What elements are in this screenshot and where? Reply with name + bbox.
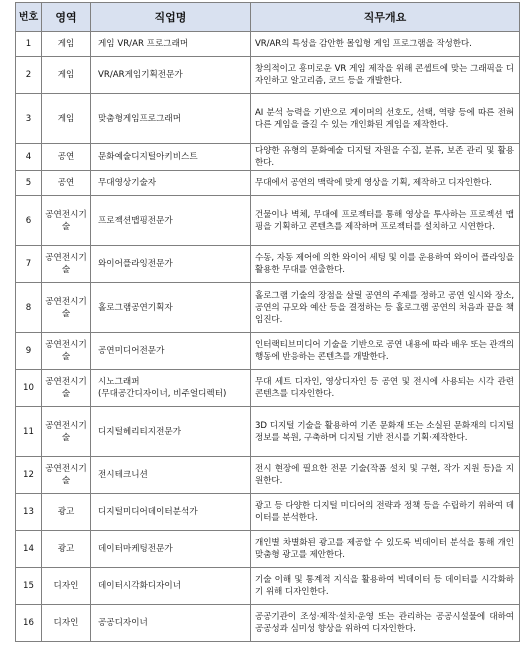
table-row	[16, 171, 520, 196]
row-description: 개인별 차별화된 광고를 제공할 수 있도록 빅데이터 분석을 통해 개인 맞춤형 광고를 제안한다.	[251, 531, 520, 568]
row-number: 11	[16, 407, 42, 457]
row-job-name: 전시테크니션	[91, 457, 251, 494]
table-row	[16, 246, 520, 283]
row-description: 수동, 자동 제어에 의한 와이어 세팅 및 이를 운용하여 와이어 플라잉을 활용한 무대를 연출한다.	[251, 246, 520, 283]
row-number: 14	[16, 531, 42, 568]
table-header-row	[16, 3, 520, 32]
row-description: AI 분석 능력을 기반으로 게이머의 선호도, 선택, 역량 등에 따른 전혀 다른 게임을 즐길 수 있는 개인화된 게임을 제작한다.	[251, 94, 520, 144]
row-field: 공연전시기술	[42, 370, 91, 407]
row-job-name: 데이터시각화디자이너	[91, 568, 251, 605]
row-field: 게임	[42, 94, 91, 144]
row-number: 15	[16, 568, 42, 605]
row-field: 공연전시기술	[42, 457, 91, 494]
row-number: 9	[16, 333, 42, 370]
row-number: 10	[16, 370, 42, 407]
row-job-name: 디지털헤리티지전문가	[91, 407, 251, 457]
row-field: 게임	[42, 57, 91, 94]
row-number: 12	[16, 457, 42, 494]
row-field: 디자인	[42, 568, 91, 605]
table-row	[16, 531, 520, 568]
row-description: 기술 이해 및 통계적 지식을 활용하여 빅데이터 등 데이터를 시각화하기 위해 디자인한다.	[251, 568, 520, 605]
row-job-name: 홀로그램공연기획자	[91, 283, 251, 333]
row-field: 공연전시기술	[42, 283, 91, 333]
row-description: 인터랙티브미디어 기술을 기반으로 공연 내용에 따라 배우 또는 관객의 행동에 반응하는 콘텐츠를 개발한다.	[251, 333, 520, 370]
table-row	[16, 568, 520, 605]
row-description: 홀로그램 기술의 장점을 살릴 공연의 주제를 정하고 공연 일시와 장소, 공연의 규모와 예산 등을 결정하는 등 홀로그램 공연의 처음과 끝을 책임진다.	[251, 283, 520, 333]
row-field: 공연전시기술	[42, 196, 91, 246]
table-row	[16, 283, 520, 333]
row-field: 공연	[42, 171, 91, 196]
row-description: 건물이나 벽체, 무대에 프로젝터를 통해 영상을 투사하는 프로젝션 맵핑을 기획하고 콘텐츠를 제작하며 프로젝터를 설치하고 시연한다.	[251, 196, 520, 246]
row-number: 5	[16, 171, 42, 196]
row-number: 6	[16, 196, 42, 246]
job-table	[15, 2, 520, 642]
row-description: 무대 세트 디자인, 영상디자인 등 공연 및 전시에 사용되는 시각 관련 콘텐츠를 디자인한다.	[251, 370, 520, 407]
row-number: 16	[16, 605, 42, 642]
row-job-name: 맞춤형게임프로그래머	[91, 94, 251, 144]
row-job-name: 게임 VR/AR 프로그래머	[91, 32, 251, 57]
row-job-name: 문화예술디지털아키비스트	[91, 144, 251, 171]
row-job-name: 공연미디어전문가	[91, 333, 251, 370]
header-job: 직업명	[91, 3, 251, 32]
row-number: 8	[16, 283, 42, 333]
row-job-name: 데이터마케팅전문가	[91, 531, 251, 568]
job-table-container	[15, 2, 519, 642]
table-row	[16, 605, 520, 642]
table-row	[16, 94, 520, 144]
row-field: 공연전시기술	[42, 246, 91, 283]
job-name-sub: (무대공간디자이너, 비주얼디렉터)	[98, 389, 227, 399]
header-desc: 직무개요	[251, 3, 520, 32]
row-number: 2	[16, 57, 42, 94]
row-job-name: 디지털미디어데이터분석가	[91, 494, 251, 531]
row-description: 3D 디지털 기술을 활용하여 기존 문화재 또는 소실된 문화재의 디지털 정보를 복원, 구축하며 디지털 기반 전시를 기획·제작한다.	[251, 407, 520, 457]
table-row	[16, 196, 520, 246]
row-number: 1	[16, 32, 42, 57]
row-field: 공연	[42, 144, 91, 171]
table-row	[16, 32, 520, 57]
row-job-name: VR/AR게임기획전문가	[91, 57, 251, 94]
row-description: 공공기관이 조성·제작·설치·운영 또는 관리하는 공공시설물에 대하여 공공성과 심미성 향상을 위하여 디자인한다.	[251, 605, 520, 642]
row-description: 창의적이고 흥미로운 VR 게임 제작을 위해 콘셉트에 맞는 그래픽을 디자인하고 알고리즘, 코드 등을 개발한다.	[251, 57, 520, 94]
table-row	[16, 57, 520, 94]
table-row	[16, 407, 520, 457]
row-field: 공연전시기술	[42, 333, 91, 370]
row-description: 전시 현장에 필요한 전문 기술(작품 설치 및 구현, 작가 지원 등)을 지원한다.	[251, 457, 520, 494]
row-field: 디자인	[42, 605, 91, 642]
row-number: 4	[16, 144, 42, 171]
row-job-name: 프로젝션맵핑전문가	[91, 196, 251, 246]
row-description: 광고 등 다양한 디지털 미디어의 전략과 정책 등을 수립하기 위하여 데이터를 분석한다.	[251, 494, 520, 531]
row-field: 광고	[42, 531, 91, 568]
header-no: 번호	[16, 3, 42, 32]
row-description: VR/AR의 특성을 감안한 몰입형 게임 프로그램을 작성한다.	[251, 32, 520, 57]
row-field: 게임	[42, 32, 91, 57]
table-row	[16, 494, 520, 531]
row-number: 7	[16, 246, 42, 283]
row-field: 광고	[42, 494, 91, 531]
row-number: 3	[16, 94, 42, 144]
row-number: 13	[16, 494, 42, 531]
header-field: 영역	[42, 3, 91, 32]
job-name-main: 시노그래퍼	[98, 377, 140, 387]
row-field: 공연전시기술	[42, 407, 91, 457]
table-row	[16, 144, 520, 171]
table-row	[16, 457, 520, 494]
row-job-name: 와이어플라잉전문가	[91, 246, 251, 283]
row-description: 다양한 유형의 문화예술 디지털 자원을 수집, 분류, 보존 관리 및 활용한다.	[251, 144, 520, 171]
row-description: 무대에서 공연의 맥락에 맞게 영상을 기획, 제작하고 디자인한다.	[251, 171, 520, 196]
row-job-name	[91, 370, 251, 407]
row-job-name: 무대영상기술자	[91, 171, 251, 196]
row-job-name: 공공디자이너	[91, 605, 251, 642]
table-row	[16, 370, 520, 407]
table-row	[16, 333, 520, 370]
